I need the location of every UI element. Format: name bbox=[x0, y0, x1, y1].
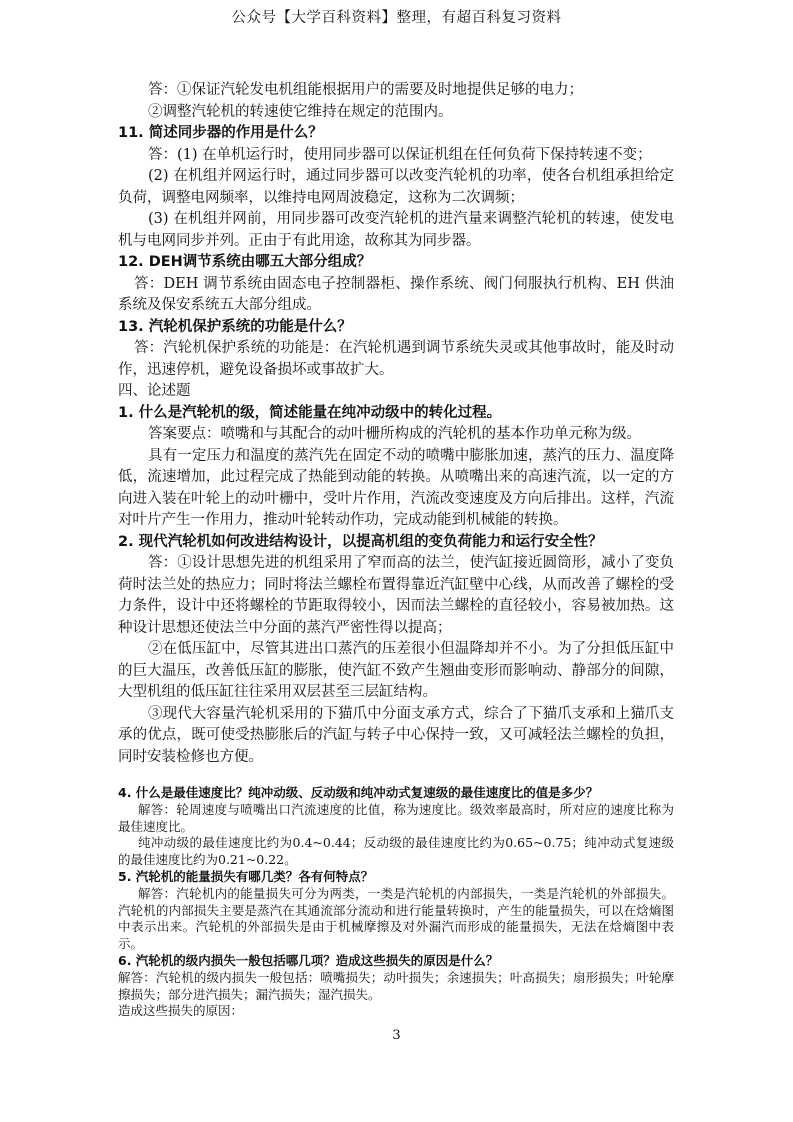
answer-paragraph-small: 纯冲动级的最佳速度比约为0.4~0.44；反动级的最佳速度比约为0.65~0.75；纯冲动式复速级的最佳速度比约为0.21~0.22。 bbox=[118, 835, 674, 867]
question-heading-small: 5. 汽轮机的能量损失有哪几类？各有何特点？ bbox=[118, 869, 374, 884]
question-heading: 13. 汽轮机保护系统的功能是什么？ bbox=[118, 318, 352, 335]
answer-paragraph: 答案要点：喷嘴和与其配合的动叶栅所构成的汽轮机的基本作功单元称为级。 bbox=[148, 426, 641, 442]
spacer bbox=[118, 768, 674, 784]
question-heading-small: 6. 汽轮机的级内损失一般包括哪几项？造成这些损失的原因是什么？ bbox=[118, 953, 499, 968]
answer-paragraph: 答：①保证汽轮发电机组能根据用户的需要及时地提供足够的电力； bbox=[148, 82, 583, 98]
answer-paragraph: ②在低压缸中，尽管其进出口蒸汽的压差很小但温降却并不小。为了分担低压缸中的巨大温压，改善低压缸的膨胀，使汽缸不致产生翘曲变形而影响动、静部分的间隙，大型机组的低压缸往往采用双层甚至三层缸结构。 bbox=[118, 641, 674, 700]
page-number: 3 bbox=[392, 1028, 401, 1043]
question-heading-small: 4. 什么是最佳速度比？纯冲动级、反动级和纯冲动式复速级的最佳速度比的值是多少？ bbox=[118, 785, 599, 800]
answer-paragraph-small: 解答：汽轮机内的能量损失可分为两类，一类是汽轮机的内部损失，一类是汽轮机的外部损失。汽轮机的内部损失主要是蒸汽在其通流部分流动和进行能量转换时，产生的能量损失，可以在焓熵图中表示出来。汽轮机的外部损失是由于机械摩擦及对外漏汽而形成的能量损失，无法在焓熵图中表示。 bbox=[118, 886, 674, 951]
answer-paragraph-small: 解答：轮周速度与喷嘴出口汽流速度的比值，称为速度比。级效率最高时，所对应的速度比称为最佳速度比。 bbox=[118, 802, 674, 834]
question-heading: 2. 现代汽轮机如何改进结构设计，以提高机组的变负荷能力和运行安全性？ bbox=[118, 533, 603, 550]
answer-paragraph: 答：DEH 调节系统由固态电子控制器柜、操作系统、阀门伺服执行机构、EH 供油系统及保安系统五大部分组成。 bbox=[118, 275, 674, 313]
document-body bbox=[118, 80, 674, 1020]
section-heading: 四、论述题 bbox=[118, 383, 191, 399]
answer-paragraph: 答：(1) 在单机运行时，使用同步器可以保证机组在任何负荷下保持转速不变； bbox=[148, 146, 652, 163]
answer-paragraph-small: 解答：汽轮机的级内损失一般包括：喷嘴损失；动叶损失；余速损失；叶高损失；扇形损失；叶轮摩擦损失；部分进汽损失；漏汽损失；湿汽损失。 bbox=[118, 970, 674, 1002]
answer-paragraph: 具有一定压力和温度的蒸汽先在固定不动的喷嘴中膨胀加速，蒸汽的压力、温度降低，流速增加，此过程完成了热能到动能的转换。从喷嘴出来的高速汽流，以一定的方向进入装在叶轮上的动叶栅中，受叶片作用，汽流改变速度及方向后排出。这样，汽流对叶片产生一作用力，推动叶轮转动作功，完成动能到机械能的转换。 bbox=[118, 447, 674, 528]
page-header: 公众号【大学百科资料】整理，有超百科复习资料 bbox=[231, 10, 562, 26]
answer-paragraph: (2) 在机组并网运行时，通过同步器可以改变汽轮机的功率，使各台机组承担给定负荷，调整电网频率，以维持电网周波稳定，这称为二次调频； bbox=[118, 168, 674, 206]
answer-paragraph: 答：汽轮机保护系统的功能是：在汽轮机遇到调节系统失灵或其他事故时，能及时动作，迅速停机，避免设备损坏或事故扩大。 bbox=[118, 340, 674, 378]
question-heading: 1. 什么是汽轮机的级，简述能量在纯冲动级中的转化过程。 bbox=[118, 404, 502, 421]
question-heading: 11. 简述同步器的作用是什么？ bbox=[118, 125, 323, 141]
answer-paragraph-small: 造成这些损失的原因： bbox=[118, 1003, 244, 1018]
answer-paragraph: ③现代大容量汽轮机采用的下猫爪中分面支承方式，综合了下猫爪支承和上猫爪支承的优点，既可使受热膨胀后的汽缸与转子中心保持一致，又可减轻法兰螺栓的负担，同时安装检修也方便。 bbox=[118, 705, 674, 765]
answer-paragraph: (3) 在机组并网前，用同步器可改变汽轮机的进汽量来调整汽轮机的转速，使发电机与电网同步并列。正由于有此用途，故称其为同步器。 bbox=[118, 211, 674, 249]
question-heading: 12. DEH调节系统由哪五大部分组成？ bbox=[118, 254, 372, 270]
answer-paragraph: 答：①设计思想先进的机组采用了窄而高的法兰，使汽缸接近圆筒形，减小了变负荷时法兰处的热应力；同时将法兰螺栓布置得靠近汽缸壁中心线，从而改善了螺栓的受力条件，设计中还将螺栓的节距取得较小，因而法兰螺栓的直径较小，容易被加热。这种设计思想还使法兰中分面的蒸汽严密性得以提高； bbox=[118, 555, 674, 636]
answer-paragraph: ②调整汽轮机的转速使它维持在规定的范围内。 bbox=[148, 103, 453, 120]
